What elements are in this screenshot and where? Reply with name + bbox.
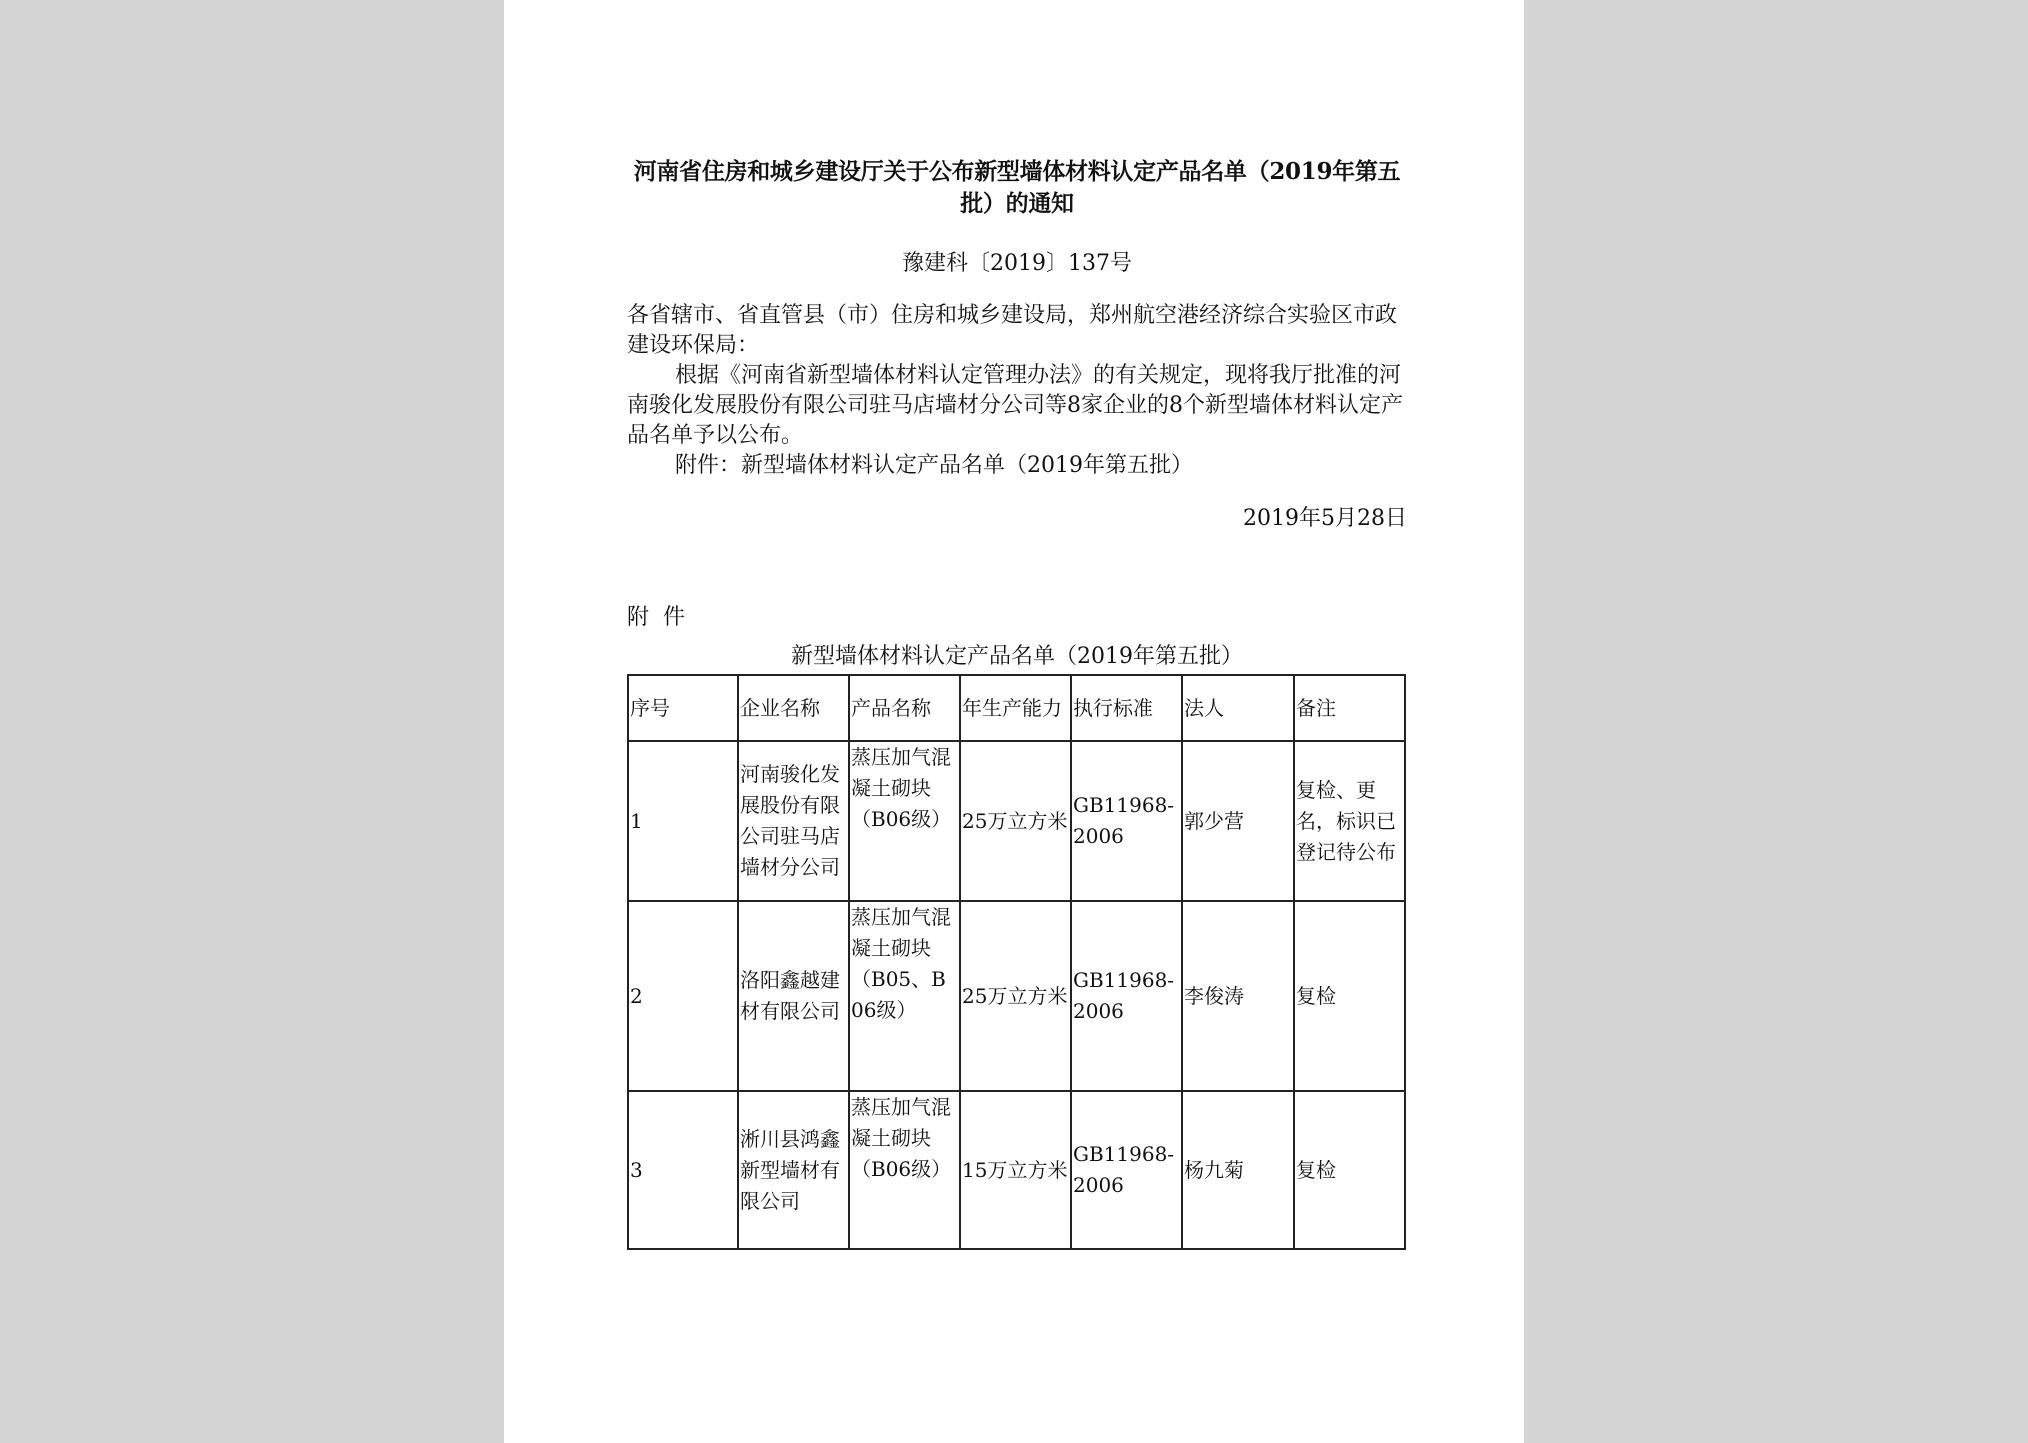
cell-remarks: 复检 — [1294, 901, 1405, 1091]
addressee: 各省辖市、省直管县（市）住房和城乡建设局，郑州航空港经济综合实验区市政建设环保局： — [627, 303, 1398, 358]
cell-capacity: 15万立方米 — [960, 1091, 1071, 1249]
cell-product: 蒸压加气混凝土砌块（B06级） — [849, 1091, 960, 1249]
attachment-note: 附件：新型墙体材料认定产品名单（2019年第五批） — [675, 453, 1193, 478]
cell-index: 1 — [628, 741, 738, 901]
cell-index: 2 — [628, 901, 738, 1091]
cell-product: 蒸压加气混凝土砌块（B06级） — [849, 741, 960, 901]
table-row — [628, 901, 1405, 1091]
cell-company: 淅川县鸿鑫新型墙材有限公司 — [738, 1091, 849, 1249]
cell-remarks: 复检 — [1294, 1091, 1405, 1249]
header-cell-company: 企业名称 — [738, 675, 849, 741]
document-date: 2019年5月28日 — [1243, 506, 1407, 531]
body-paragraph: 根据《河南省新型墙体材料认定管理办法》的有关规定，现将我厅批准的河南骏化发展股份有限公司驻马店墙材分公司等8家企业的8个新型墙体材料认定产品名单予以公布。 — [627, 363, 1403, 448]
cell-index: 3 — [628, 1091, 738, 1249]
document-body — [627, 301, 1407, 481]
cell-standard: GB11968-2006 — [1071, 1091, 1182, 1249]
attachment-label: 附件 — [627, 605, 700, 630]
document-number: 豫建科〔2019〕137号 — [902, 251, 1132, 276]
header-cell-remarks: 备注 — [1294, 675, 1405, 741]
cell-legal-person: 郭少营 — [1182, 741, 1294, 901]
document-page — [504, 0, 1524, 1443]
document-content — [627, 156, 1407, 1250]
cell-standard: GB11968-2006 — [1071, 901, 1182, 1091]
header-cell-legal-person: 法人 — [1182, 675, 1294, 741]
cell-standard: GB11968-2006 — [1071, 741, 1182, 901]
table-row — [628, 741, 1405, 901]
header-cell-product: 产品名称 — [849, 675, 960, 741]
cell-legal-person: 杨九菊 — [1182, 1091, 1294, 1249]
cell-company: 洛阳鑫越建材有限公司 — [738, 901, 849, 1091]
product-table — [627, 674, 1406, 1250]
table-title: 新型墙体材料认定产品名单（2019年第五批） — [791, 644, 1243, 669]
table-header-row — [628, 675, 1405, 741]
cell-remarks: 复检、更名，标识已登记待公布 — [1294, 741, 1405, 901]
header-cell-index: 序号 — [628, 675, 738, 741]
table-row — [628, 1091, 1405, 1249]
header-cell-capacity: 年生产能力 — [960, 675, 1071, 741]
document-title: 河南省住房和城乡建设厅关于公布新型墙体材料认定产品名单（2019年第五批）的通知 — [633, 158, 1401, 217]
cell-product: 蒸压加气混凝土砌块（B05、B06级） — [849, 901, 960, 1091]
cell-legal-person: 李俊涛 — [1182, 901, 1294, 1091]
cell-company: 河南骏化发展股份有限公司驻马店墙材分公司 — [738, 741, 849, 901]
cell-capacity: 25万立方米 — [960, 901, 1071, 1091]
header-cell-standard: 执行标准 — [1071, 675, 1182, 741]
cell-capacity: 25万立方米 — [960, 741, 1071, 901]
